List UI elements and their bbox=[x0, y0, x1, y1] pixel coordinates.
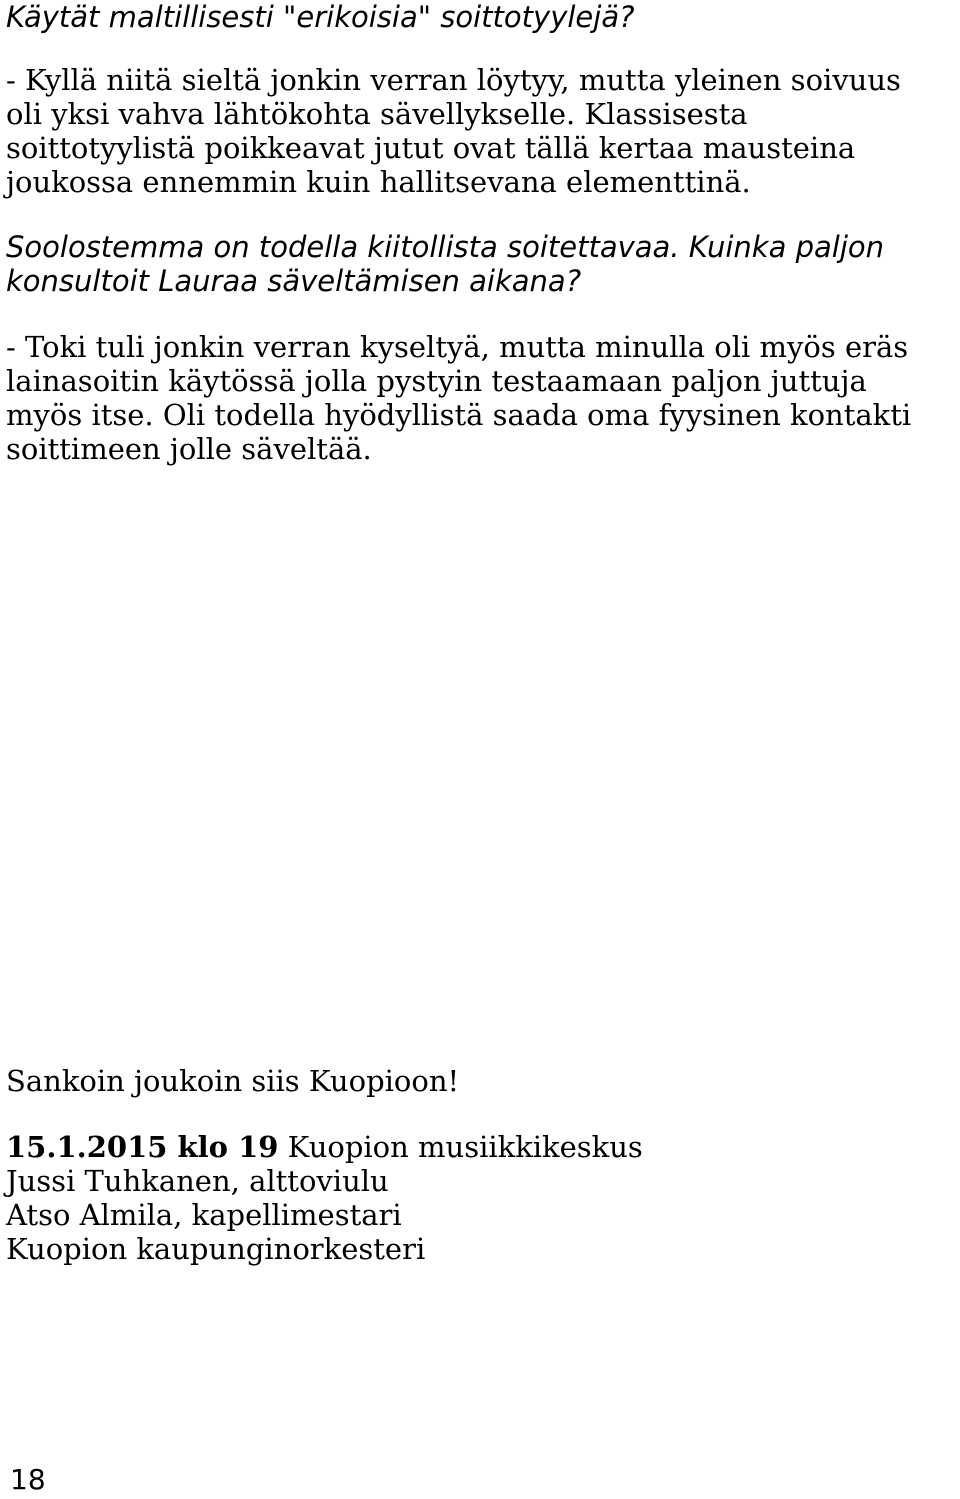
answer-line: - Kyllä niitä sieltä jonkin verran löytyy, mutta yleinen soivuus bbox=[6, 63, 901, 97]
event-date-time: 15.1.2015 klo 19 bbox=[6, 1130, 279, 1164]
event-soloist: Jussi Tuhkanen, alttoviulu bbox=[6, 1164, 389, 1198]
closing-line: Sankoin joukoin siis Kuopioon! bbox=[6, 1064, 460, 1098]
event-info bbox=[6, 1130, 643, 1266]
answer-line: myös itse. Oli todella hyödyllistä saada oma fyysinen kontakti bbox=[6, 398, 912, 432]
answer-line: lainasoitin käytössä jolla pystyin testaamaan paljon juttuja bbox=[6, 364, 867, 398]
event-venue: Kuopion musiikkikeskus bbox=[278, 1130, 643, 1164]
event-orchestra: Kuopion kaupunginorkesteri bbox=[6, 1232, 426, 1266]
answer-line: soittotyylistä poikkeavat jutut ovat tällä kertaa mausteina bbox=[6, 131, 856, 165]
answer-line: joukossa ennemmin kuin hallitsevana elementtinä. bbox=[6, 165, 751, 199]
event-date-line bbox=[6, 1130, 643, 1164]
question-line: Käytät maltillisesti "erikoisia" soittotyylejä? bbox=[6, 0, 635, 34]
question-line: Soolostemma on todella kiitollista soitettavaa. Kuinka paljon bbox=[6, 230, 885, 264]
answer-2 bbox=[6, 330, 911, 466]
question-line: konsultoit Lauraa säveltämisen aikana? bbox=[6, 264, 582, 298]
question-2 bbox=[6, 230, 884, 298]
question-1 bbox=[6, 0, 634, 34]
page-number: 18 bbox=[10, 1463, 46, 1496]
answer-line: oli yksi vahva lähtökohta sävellykselle. Klassisesta bbox=[6, 97, 748, 131]
answer-line: soittimeen jolle säveltää. bbox=[6, 432, 372, 466]
answer-line: - Toki tuli jonkin verran kyseltyä, mutta minulla oli myös eräs bbox=[6, 330, 909, 364]
answer-1 bbox=[6, 63, 901, 199]
event-conductor: Atso Almila, kapellimestari bbox=[6, 1198, 402, 1232]
